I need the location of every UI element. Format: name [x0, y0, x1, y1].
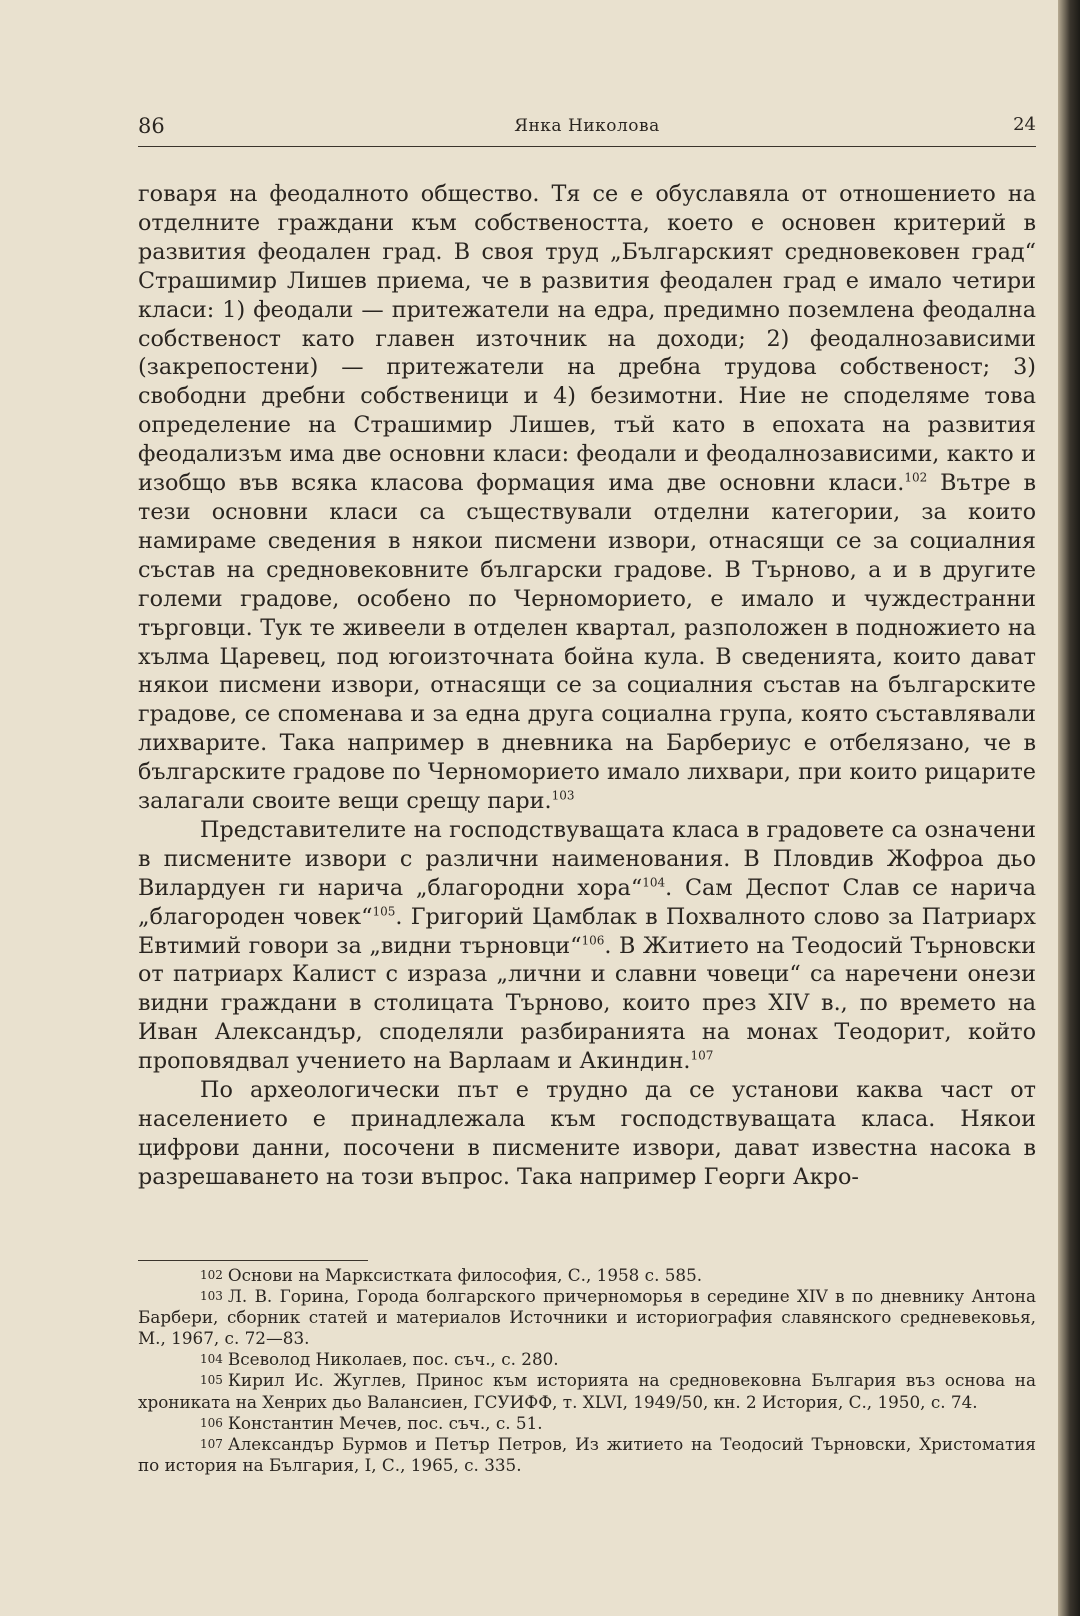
footnote-text: Александър Бурмов и Петър Петров, Из житието на Теодосий Търновски, Христоматия по история на България, I, С., 1965, с. 335.	[138, 1433, 1036, 1475]
footnote-ref-104: 104	[642, 875, 666, 890]
footnote-106	[138, 1413, 1036, 1434]
paragraph-2	[138, 816, 1036, 1076]
footnote-text: Кирил Ис. Жуглев, Принос към историята на средновековна България въз основа на хрониката на Хенрих дьо Валансиен, ГСУИФФ, т. XLVI, 1949/50, кн. 2 История, С., 1950, с. 74.	[138, 1370, 1036, 1412]
footnote-ref-106: 106	[581, 933, 605, 948]
footnote-text: Всеволод Николаев, пос. съч., с. 280.	[227, 1349, 559, 1370]
header-rule	[138, 146, 1036, 147]
paragraph-1-tail: Вътре в тези основни класи са съществували отделни категории, за които намираме сведения в някои писмени извори, отнасящи се за социалния състав на средновековните български градове. В Търново, а и в другите големи градове, особено по Черноморието, е имало и чуждестранни търговци. Тук те живеели в отделен квартал, разположен в подножието на хълма Царевец, под югоизточната бойна кула. В сведенията, които дават някои писмени извори, отнасящи се за социалния състав на българските градове, се споменава и за една друга социална група, която съставлявали лихварите. Така например в дневника на Барбериус е отбелязано, че в българските градове по Черноморието имало лихвари, при които рицарите залагали своите вещи срещу пари.	[138, 470, 1036, 815]
footnote-number: 104	[200, 1352, 223, 1367]
paragraph-2-part-4: . В Житието на Теодосий Търновски от патриарх Калист с израза „лични и славни човеци“ са наречени онези видни граждани в столицата Търново, които през XIV в., по времето на Иван Александър, споделяли разбиранията на монах Теодорит, който проповядвал учението на Варлаам и Акиндин.	[138, 932, 1037, 1075]
paragraph-2-part-3: . Григорий Цамблак в Похвалното слово за Патриарх Евтимий говори за „видни търновци“	[138, 903, 1037, 959]
paragraph-1-text: говаря на феодалното общество. Тя се е обуславяла от отношението на отделните граждани към собствеността, което е основен критерий в развития феодален град. В своя труд „Българският средновековен град“ Страшимир Лишев приема, че в развития феодален град е имало четири класи: 1) феодали — притежатели на едра, предимно поземлена феодална собственост като главен източник на доходи; 2) феодалнозависими (закрепостени) — притежатели на дребна трудова собственост; 3) свободни дребни собственици и 4) безимотни. Ние не споделяме това определение на Страшимир Лишев, тъй като в епохата на развития феодализъм има две основни класи: феодали и феодалнозависими, както и изобщо във всяка класова формация има две основни класи.	[138, 181, 1036, 497]
footnote-number: 105	[200, 1373, 223, 1388]
footnote-number: 106	[200, 1415, 223, 1430]
footnote-107	[138, 1434, 1036, 1476]
footnote-ref-102: 102	[904, 470, 928, 485]
paragraph-2-part-2: . Сам Деспот Слав се нарича „благороден човек“	[138, 874, 1037, 930]
running-title: Янка Николова	[514, 116, 660, 136]
footnote-ref-103: 103	[551, 788, 575, 803]
footnote-number: 103	[200, 1289, 223, 1304]
footnotes	[138, 1265, 1036, 1476]
main-text	[138, 180, 1036, 1192]
footnote-ref-107: 107	[690, 1048, 714, 1063]
footnote-text: Л. В. Горина, Города болгарского причерноморья в середине XIV в по дневнику Антона Барбери, сборник статей и материалов Источники и историография славянского средневековья, М., 1967, с. 72—83.	[138, 1286, 1036, 1349]
page-header	[138, 114, 1036, 144]
paragraph-3: По археологически път е трудно да се установи каква част от населението е принадлежала към господствуващата класа. Някои цифрови данни, посочени в писмените извори, дават известна насока в разрешаването на този въпрос. Така например Георги Акро-	[138, 1077, 1036, 1190]
footnote-text: Константин Мечев, пос. съч., с. 51.	[227, 1412, 543, 1433]
footnote-102	[138, 1265, 1036, 1286]
footnote-103	[138, 1286, 1036, 1349]
footnote-105	[138, 1370, 1036, 1412]
footnote-number: 107	[200, 1436, 223, 1451]
header-right-number: 24	[1013, 114, 1036, 135]
footnote-rule	[138, 1260, 368, 1261]
footnote-104	[138, 1349, 1036, 1370]
page-number: 86	[138, 114, 165, 138]
footnote-number: 102	[200, 1268, 223, 1282]
paragraph-1	[138, 180, 1036, 816]
paragraph-2-part-1: Представителите на господствуващата класа в градовете са означени в писмените извори с различни наименования. В Пловдив Жофроа дьо Вилардуен ги нарича „благородни хора“	[138, 816, 1036, 901]
footnote-text: Основи на Марксистката философия, С., 1958 с. 585.	[227, 1265, 703, 1285]
book-spine-edge	[1058, 0, 1080, 1616]
footnote-ref-105: 105	[372, 904, 396, 919]
